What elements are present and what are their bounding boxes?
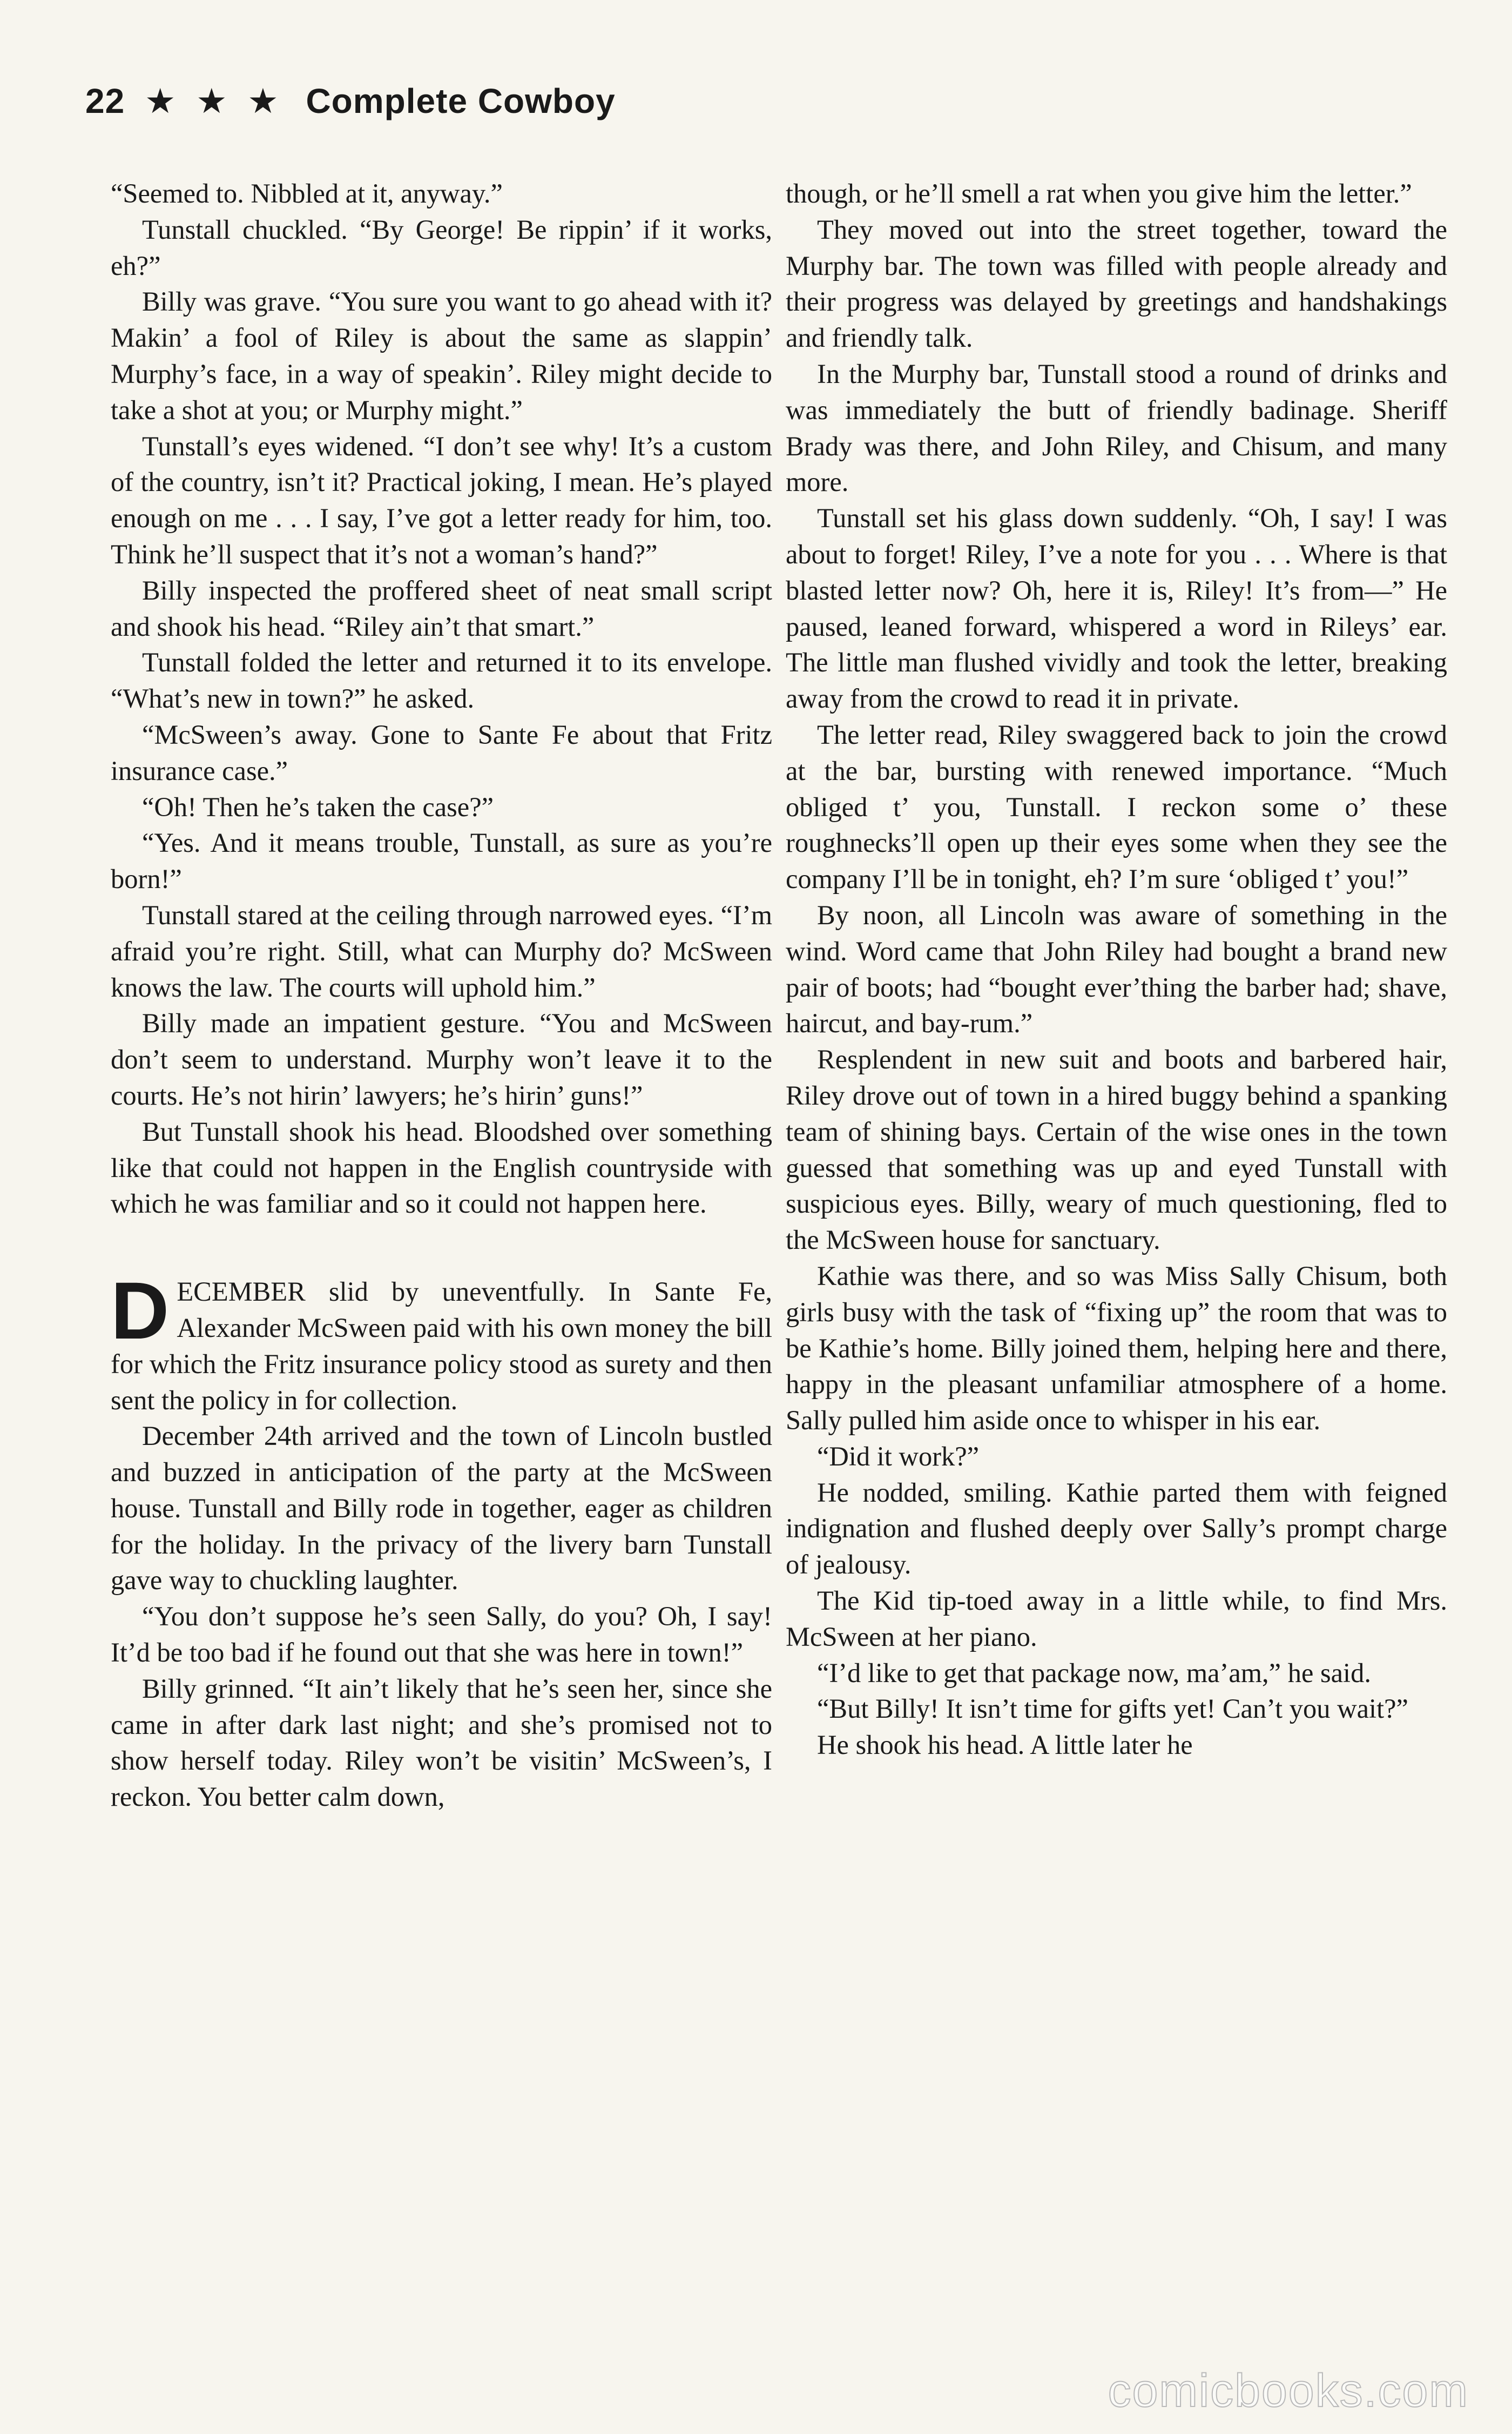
paragraph: “I’d like to get that package now, ma’am,” he said. [817, 1657, 1371, 1688]
paragraph: Billy made an impatient gesture. “You and McSween don’t seem to understand. Murphy won’t leave it to the courts. He’s not hirin’ lawyers; he’s hirin’ guns!” [111, 1008, 772, 1111]
paragraph: “Oh! Then he’s taken the case?” [142, 791, 494, 822]
drop-cap-paragraph [111, 1265, 772, 1418]
paragraph: But Tunstall shook his head. Bloodshed over something like that could not happen in the English countryside with which he was familiar and so it could not happen here. [111, 1116, 772, 1219]
page-header [85, 81, 616, 122]
paragraph: He nodded, smiling. Kathie parted them with feigned indignation and flushed deeply over Sally’s prompt charge of jealousy. [786, 1477, 1447, 1580]
paragraph: In the Murphy bar, Tunstall stood a round of drinks and was immediately the butt of friendly badinage. Sheriff Brady was there, and John Riley, and Chisum, and many more. [786, 358, 1447, 497]
drop-cap-text: ECEMBER slid by uneventfully. In Sante Fe, Alexander McSween paid with his own money the bill for which the Fritz insurance policy stood as surety and then sent the policy in for collection. [111, 1276, 772, 1415]
left-column [111, 176, 772, 1815]
paragraph: though, or he’ll smell a rat when you give him the letter.” [786, 178, 1412, 209]
watermark: comicbooks.com [1108, 2365, 1469, 2417]
paragraph: Tunstall set his glass down suddenly. “Oh, I say! I was about to forget! Riley, I’ve a note for you . . . Where is that blasted letter now? Oh, here it is, Riley! It’s from—” He paused, leaned forward, whispered a word in Rileys’ ear. The little man flushed vividly and took the letter, breaking away from the crowd to read it in private. [786, 503, 1447, 714]
paragraph: They moved out into the street together, toward the Murphy bar. The town was filled with people already and their progress was delayed by greetings and handshakings and friendly talk. [786, 214, 1447, 353]
paragraph: Tunstall stared at the ceiling through narrowed eyes. “I’m afraid you’re right. Still, what can Murphy do? McSween knows the law. The courts will uphold him.” [111, 899, 772, 1003]
paragraph: Kathie was there, and so was Miss Sally Chisum, both girls busy with the task of “fixing up” the room that was to be Kathie’s home. Billy joined them, helping here and there, happy in the pleasant unfamiliar atmosphere of a home. Sally pulled him aside once to whisper in his ear. [786, 1260, 1447, 1436]
paragraph: “Yes. And it means trouble, Tunstall, as sure as you’re born!” [111, 828, 772, 895]
paragraph: “But Billy! It isn’t time for gifts yet! Can’t you wait?” [817, 1693, 1408, 1724]
paragraph: “Seemed to. Nibbled at it, anyway.” [111, 178, 503, 209]
paragraph: The letter read, Riley swaggered back to join the crowd at the bar, bursting with renewed importance. “Much obliged t’ you, Tunstall. I reckon some o’ these roughnecks’ll open up their eyes some when they see the company I’ll be in tonight, eh? I’m sure ‘obliged t’ you!” [786, 719, 1447, 895]
right-column [786, 176, 1447, 1763]
paragraph: “You don’t suppose he’s seen Sally, do you? Oh, I say! It’d be too bad if he found out that she was here in town!” [111, 1601, 772, 1668]
paragraph: Tunstall’s eyes widened. “I don’t see why! It’s a custom of the country, isn’t it? Practical joking, I mean. He’s played enough on me . . . I say, I’ve got a letter ready for him, too. Think he’ll suspect that it’s not a woman’s hand?” [111, 431, 772, 569]
star-icons: ★ ★ ★ [144, 82, 284, 120]
paragraph: Resplendent in new suit and boots and barbered hair, Riley drove out of town in a hired buggy behind a spanking team of shining bays. Certain of the wise ones in the town guessed that something was up and eyed Tunstall with suspicious eyes. Billy, weary of much questioning, fled to the McSween house for sanctuary. [786, 1044, 1447, 1255]
page-number: 22 [85, 82, 125, 120]
paragraph: He shook his head. A little later he [817, 1730, 1193, 1760]
paragraph: Billy was grave. “You sure you want to go ahead with it? Makin’ a fool of Riley is about the same as slappin’ Murphy’s face, in a way of speakin’. Riley might decide to take a shot at you; or Murphy might.” [111, 286, 772, 425]
drop-cap: D [111, 1265, 170, 1356]
paragraph: December 24th arrived and the town of Lincoln bustled and buzzed in anticipation of the party at the McSween house. Tunstall and Billy rode in together, eager as children for the holiday. In the privacy of the livery barn Tunstall gave way to chuckling laughter. [111, 1421, 772, 1596]
paragraph: The Kid tip-toed away in a little while, to find Mrs. McSween at her piano. [786, 1585, 1447, 1652]
magazine-title: Complete Cowboy [306, 82, 616, 120]
paragraph: Tunstall chuckled. “By George! Be rippin’ if it works, eh?” [111, 214, 772, 281]
section-break [111, 1222, 772, 1274]
paragraph: Billy inspected the proffered sheet of neat small script and shook his head. “Riley ain’t that smart.” [111, 575, 772, 642]
paragraph: “McSween’s away. Gone to Sante Fe about that Fritz insurance case.” [111, 719, 772, 786]
paragraph: “Did it work?” [817, 1441, 980, 1471]
paragraph: Billy grinned. “It ain’t likely that he’s seen her, since she came in after dark last night; and she’s promised not to show herself today. Riley won’t be visitin’ McSween’s, I reckon. You better calm down, [111, 1673, 772, 1812]
paragraph: By noon, all Lincoln was aware of something in the wind. Word came that John Riley had bought a brand new pair of boots; had “bought ever’thing the barber had; shave, haircut, and bay-rum.” [786, 899, 1447, 1039]
paragraph: Tunstall folded the letter and returned it to its envelope. “What’s new in town?” he asked. [111, 647, 772, 714]
